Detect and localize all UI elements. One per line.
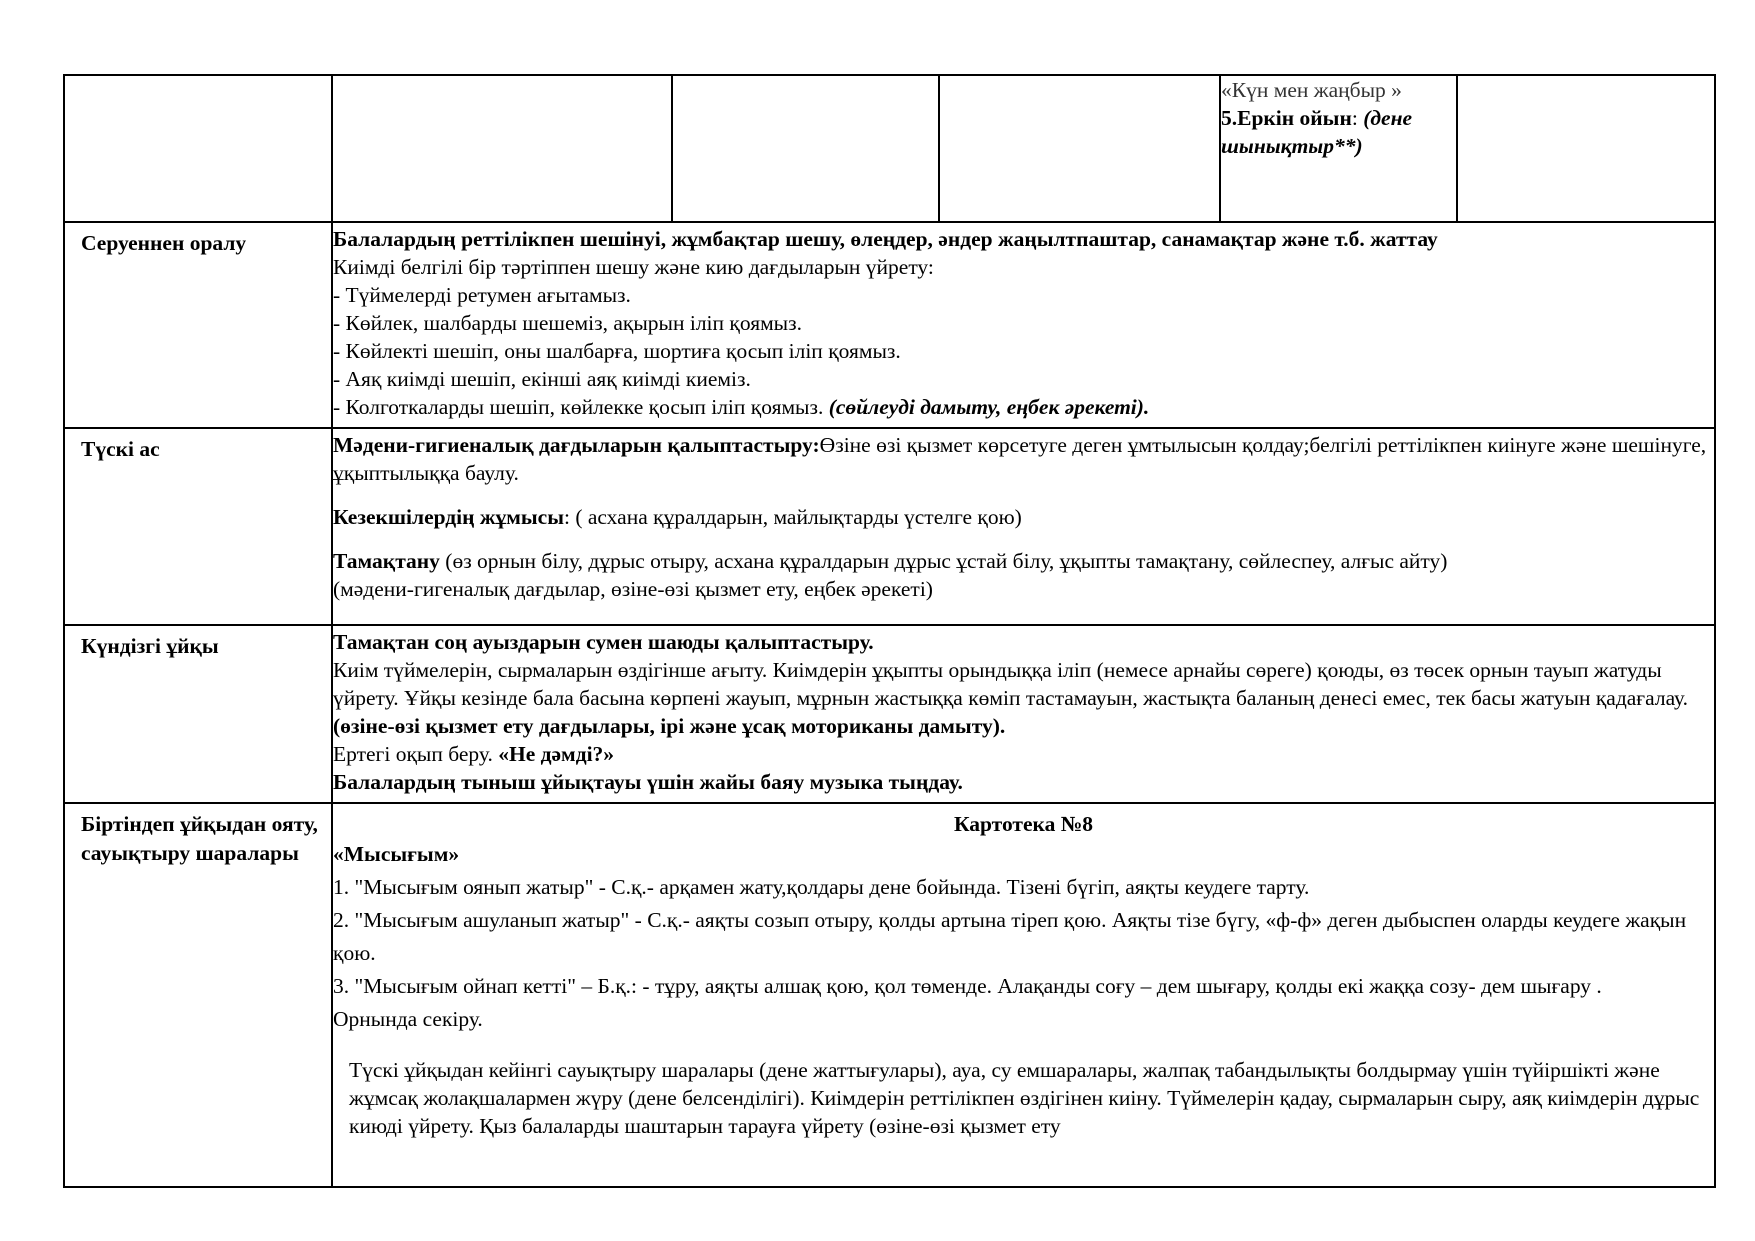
exercise-step: Орнында секіру. [333,1007,483,1031]
section-heading: Тамақтан соң ауыздарын сумен шаюды қалыптастыру. [333,630,874,654]
game-title: «Күн мен жаңбыр » [1221,78,1402,102]
list-item: - Колготкаларды шешіп, көйлекке қосып іліп қоямыз. (сөйлеуді дамыту, еңбек әрекеті). [333,395,1150,419]
exercise-step: 2. "Мысығым ашуланып жатыр" - С.қ.- аяқты созып отыру, қолды артына тіреп қою. Аяқты тізе бүгу, «ф-ф» деген дыбыспен оларды кеудеге жақын қою. [333,908,1687,965]
row-label-lunch: Түскі ас [64,428,332,625]
free-play-note: (дене шынықтыр**) [1221,106,1413,158]
duty-paragraph: Кезекшілердің жұмысы: ( асхана құралдарын, майлықтарды үстелге қою) [333,505,1022,529]
section-heading: Балалардың реттілікпен шешінуі, жұмбақтар шешу, өлеңдер, әндер жаңылтпаштар, санамақтар және т.б. жаттау [333,227,1438,251]
cell-wakeup [332,803,1715,1187]
exercise-step: 1. "Мысығым оянып жатыр" - С.қ.- арқамен жату,қолдары дене бойында. Тізені бүгіп, аяқты кеудеге тарту. [333,875,1310,899]
cell-lunch [332,428,1715,625]
cell-empty-3 [939,75,1220,222]
row-label-wakeup: Біртіндеп ұйқыдан ояту, сауықтыру шаралары [64,803,332,1187]
cell-empty-label [64,75,332,222]
music-line: Балалардың тыныш ұйықтауы үшін жайы баяу музыка тыңдау. [333,770,963,794]
row-label-return-from-walk: Серуеннен оралу [64,222,332,428]
list-item: - Аяқ киімді шешіп, екінші аяқ киімді киеміз. [333,367,751,391]
table-row-lunch [64,428,1715,625]
cell-game [1220,75,1457,222]
closing-paragraph: Түскі ұйқыдан кейінгі сауықтыру шаралары (дене жаттығулары), ауа, су емшаралары, жалпақ табандылықты болдырмау үшін түйіршікті және жұмсақ жолақшалармен жүру (дене белсенділігі). Киімдерін реттілікпен өздігінен киіну. Түймелерін қадау, сырмаларын сыру, аяқ киімдерін дұрыс киюді үйрету. Қыз балаларды шаштарын тарауға үйрету (өзіне-өзі қызмет ету [349,1058,1700,1138]
list-item: - Түймелерді ретумен ағытамыз. [333,283,631,307]
cell-empty-5 [1457,75,1715,222]
story-line: Ертегі оқып беру. «Не дәмді?» [333,742,615,766]
exercise-step: 3. "Мысығым ойнап кетті" – Б.қ.: - тұру, аяқты алшақ қою, қол төменде. Алақанды соғу – дем шығару, қолды екі жаққа созу- дем шығару . [333,974,1602,998]
schedule-table [63,74,1716,1188]
list-item: - Көйлекті шешіп, оны шалбарға, шортиға қосып іліп қоямыз. [333,339,901,363]
activity-note: (сөйлеуді дамыту, еңбек әрекеті). [828,395,1150,419]
eating-paragraph: Тамақтану (өз орнын білу, дұрыс отыру, асхана құралдарын дұрыс ұстай білу, ұқыпты тамақтану, сөйлеспеу, алғыс айту) [333,549,1448,573]
free-play-label: 5.Еркін ойын [1221,106,1352,130]
table-row-wakeup [64,803,1715,1187]
list-item: - Көйлек, шалбарды шешеміз, ақырын іліп қоямыз. [333,311,803,335]
card-title: Картотека №8 [953,812,1094,836]
table-row-nap [64,625,1715,803]
intro-text: Киімді белгілі бір тәртіппен шешу және кию дағдыларын үйрету: [333,255,934,279]
cell-return-from-walk [332,222,1715,428]
nap-paragraph: Киім түймелерін, сырмаларын өздігінше ағыту. Киімдерін ұқыпты орындыққа іліп (немесе арнайы сөреге) қоюды, өз төсек орнын тауып жатуды үйрету. Ұйқы кезінде бала басына көрпені жауып, мұрнын жастыққа көміп тастамауын, жастықта баланың денесі емес, тек басы жатуын қадағалау. (өзіне-өзі қызмет ету дағдылары, ірі және ұсақ моториканы дамыту). [333,658,1689,738]
free-play-line: 5.Еркін ойын: (дене шынықтыр**) [1221,106,1413,158]
table-row-return-from-walk [64,222,1715,428]
cell-empty-2 [672,75,939,222]
skills-paragraph: (мәдени-гигеналық дағдылар, өзіне-өзі қызмет ету, еңбек әрекеті) [333,577,933,601]
cell-empty-1 [332,75,672,222]
row-label-nap: Күндізгі ұйқы [64,625,332,803]
table-row-continued [64,75,1715,222]
exercise-title: «Мысығым» [333,842,460,866]
cell-nap [332,625,1715,803]
hygiene-paragraph: Мәдени-гигиеналық дағдыларын қалыптастыру:Өзіне өзі қызмет көрсетуге деген ұмтылысын қолдау;белгілі реттілікпен киінуге және шешінуге, ұқыптылыққа баулу. [333,433,1707,485]
